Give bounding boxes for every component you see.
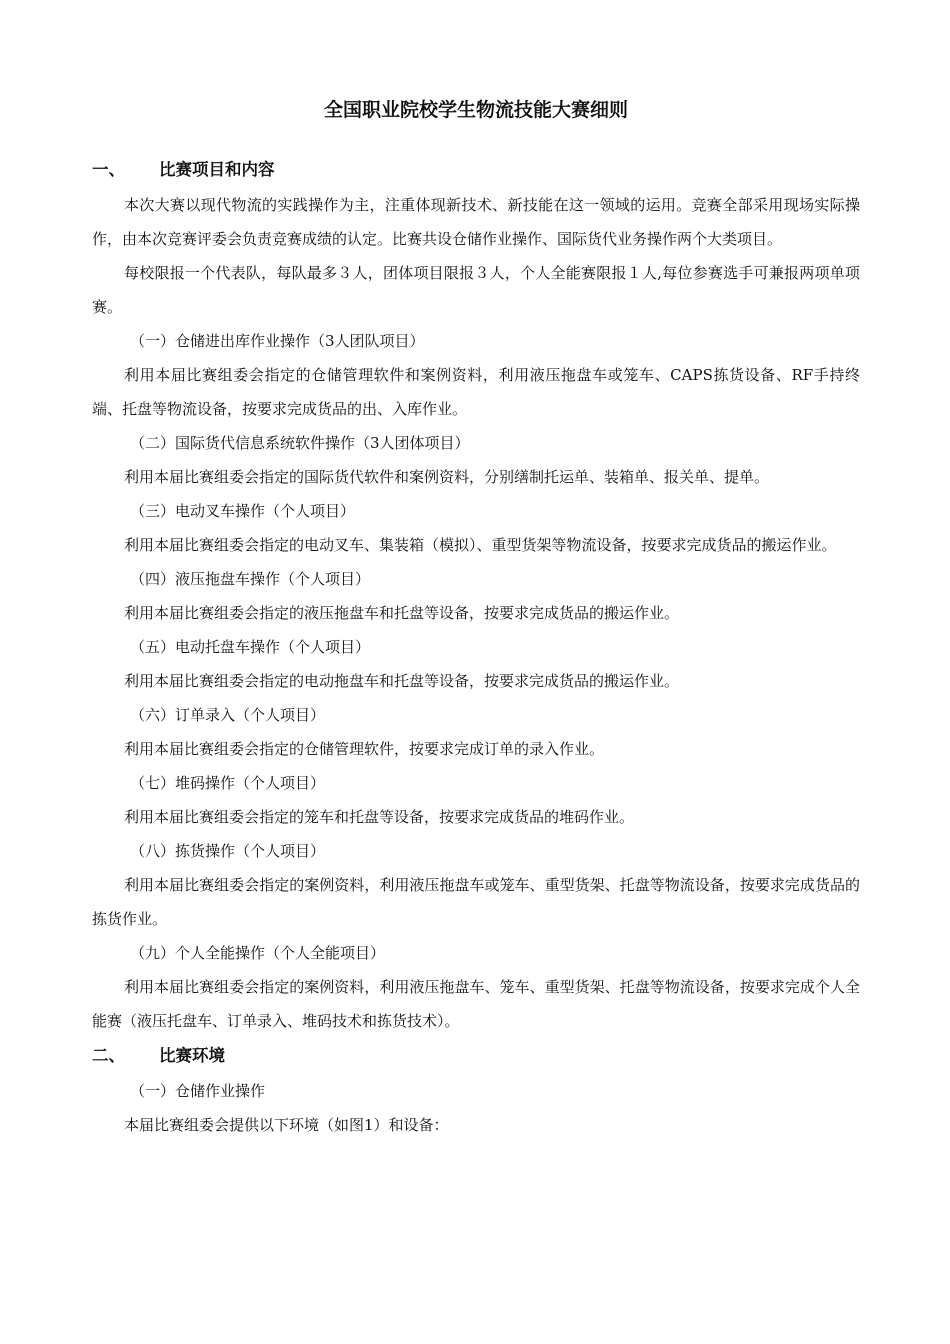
item-description: 利用本届比赛组委会指定的案例资料，利用液压拖盘车或笼车、重型货架、托盘等物流设备，按要求完成货品的拣货作业。 xyxy=(92,876,860,928)
document-page xyxy=(92,95,860,1142)
section-title: 比赛项目和内容 xyxy=(159,160,275,179)
section-number: 二、 xyxy=(92,1046,125,1065)
item-heading: （五）电动托盘车操作（个人项目） xyxy=(130,638,371,656)
item-description: 利用本届比赛组委会指定的液压拖盘车和托盘等设备，按要求完成货品的搬运作业。 xyxy=(124,604,680,622)
item-heading: （四）液压拖盘车操作（个人项目） xyxy=(130,570,371,588)
item-heading: （八）拣货操作（个人项目） xyxy=(130,842,326,860)
item-heading: （二）国际货代信息系统软件操作（3人团体项目） xyxy=(130,434,470,452)
item-heading: （三）电动叉车操作（个人项目） xyxy=(130,502,356,520)
item-description: 利用本届比赛组委会指定的国际货代软件和案例资料，分别缮制托运单、装箱单、报关单、提单。 xyxy=(124,468,770,486)
item-heading: （七）堆码操作（个人项目） xyxy=(130,774,326,792)
section-title: 比赛环境 xyxy=(159,1046,225,1065)
item-description: 利用本届比赛组委会指定的电动拖盘车和托盘等设备，按要求完成货品的搬运作业。 xyxy=(124,672,680,690)
paragraph: 本届比赛组委会提供以下环境（如图1）和设备： xyxy=(124,1116,449,1134)
section-heading-1 xyxy=(92,156,860,180)
section-heading-2 xyxy=(92,1042,860,1066)
item-heading: （九）个人全能操作（个人全能项目） xyxy=(130,944,386,962)
section-number: 一、 xyxy=(92,160,125,179)
subsection-heading: （一）仓储作业操作 xyxy=(130,1082,266,1100)
item-description: 利用本届比赛组委会指定的电动叉车、集装箱（模拟）、重型货架等物流设备，按要求完成货品的搬运作业。 xyxy=(124,536,837,554)
item-heading: （一）仓储进出库作业操作（3人团队项目） xyxy=(130,332,425,350)
item-description: 利用本届比赛组委会指定的仓储管理软件，按要求完成订单的录入作业。 xyxy=(124,740,605,758)
item-heading: （六）订单录入（个人项目） xyxy=(130,706,326,724)
paragraph: 每校限报一个代表队，每队最多３人，团体项目限报３人，个人全能赛限报１人,每位参赛选手可兼报两项单项赛。 xyxy=(92,264,860,316)
document-title: 全国职业院校学生物流技能大赛细则 xyxy=(323,99,628,121)
item-description: 利用本届比赛组委会指定的案例资料，利用液压拖盘车、笼车、重型货架、托盘等物流设备，按要求完成个人全能赛（液压托盘车、订单录入、堆码技术和拣货技术）。 xyxy=(92,978,860,1030)
paragraph: 本次大赛以现代物流的实践操作为主，注重体现新技术、新技能在这一领域的运用。竞赛全部采用现场实际操作，由本次竞赛评委会负责竞赛成绩的认定。比赛共设仓储作业操作、国际货代业务操作两个大类项目。 xyxy=(92,196,860,248)
item-description: 利用本届比赛组委会指定的笼车和托盘等设备，按要求完成货品的堆码作业。 xyxy=(124,808,635,826)
item-description: 利用本届比赛组委会指定的仓储管理软件和案例资料，利用液压拖盘车或笼车、CAPS拣货设备、RF手持终端、托盘等物流设备，按要求完成货品的出、入库作业。 xyxy=(92,366,860,418)
